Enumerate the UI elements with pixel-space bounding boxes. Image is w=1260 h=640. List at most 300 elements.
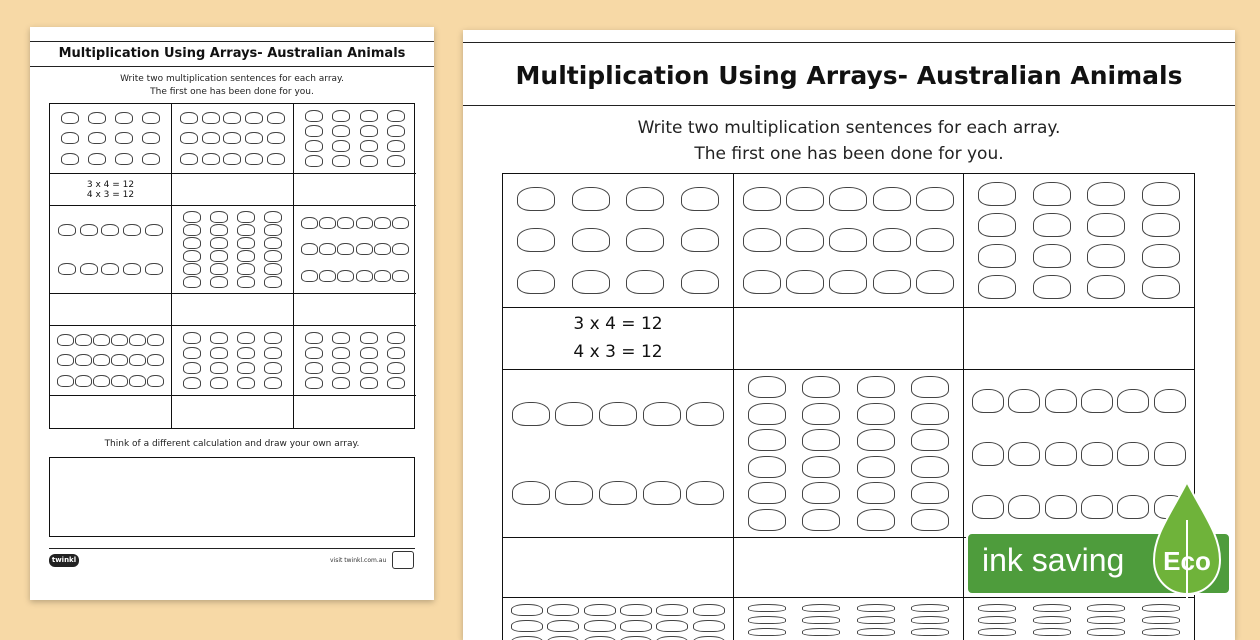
koala-icon [857, 456, 895, 478]
dingo-icon [115, 132, 133, 144]
koala-icon [857, 376, 895, 398]
eco-leaf-icon [1150, 480, 1224, 610]
emu-icon [111, 354, 128, 366]
koala-icon [911, 429, 949, 451]
cockatoo-icon [392, 243, 409, 255]
numbat-icon [387, 332, 405, 344]
kangaroo-icon [202, 112, 220, 124]
kangaroo-icon [743, 270, 781, 294]
koala-icon [802, 456, 840, 478]
koala-icon [237, 211, 255, 223]
answer-cell[interactable] [294, 174, 416, 206]
emu-icon [547, 604, 579, 616]
kangaroo-icon [873, 228, 911, 252]
emu-icon [693, 636, 725, 640]
cockatoo-icon [301, 243, 318, 255]
emu-icon [620, 604, 652, 616]
array-cell [734, 174, 964, 308]
twinkl-logo: twinkl [49, 554, 79, 567]
numbat-icon [305, 332, 323, 344]
cockatoo-icon [356, 243, 373, 255]
numbat-icon [332, 347, 350, 359]
ink-saving-label: ink saving [982, 542, 1125, 578]
platypus-icon [58, 263, 76, 275]
dingo-icon [517, 228, 555, 252]
echidna-icon [237, 377, 255, 389]
wombat-icon [305, 125, 323, 137]
answer-cell[interactable] [964, 308, 1194, 370]
wombat-icon [360, 140, 378, 152]
array-cell [503, 598, 734, 640]
kangaroo-icon [180, 112, 198, 124]
emu-icon [547, 636, 579, 640]
cockatoo-icon [1008, 389, 1040, 413]
instruction-line-1: Write two multiplication sentences for each array. [120, 74, 344, 84]
array-grid-thumbnail [49, 103, 415, 429]
answer-cell[interactable] [503, 538, 734, 598]
cockatoo-icon [356, 270, 373, 282]
numbat-icon [1033, 616, 1071, 624]
eco-label: Eco [1163, 546, 1211, 576]
array-cell [503, 174, 734, 308]
emu-icon [57, 354, 74, 366]
thumbnail-title: Multiplication Using Arrays- Australian Animals [58, 46, 406, 61]
echidna-icon [911, 604, 949, 612]
dingo-icon [61, 132, 79, 144]
array-cell [50, 326, 172, 396]
echidna-icon [237, 362, 255, 374]
emu-icon [620, 620, 652, 632]
platypus-icon [101, 263, 119, 275]
echidna-icon [857, 628, 895, 636]
kangaroo-icon [245, 112, 263, 124]
koala-icon [210, 276, 228, 288]
answer-line-2: 4 x 3 = 12 [86, 189, 135, 200]
wombat-icon [1033, 182, 1071, 206]
cockatoo-icon [301, 270, 318, 282]
kangaroo-icon [786, 228, 824, 252]
dingo-icon [626, 228, 664, 252]
numbat-icon [1033, 604, 1071, 612]
kangaroo-icon [786, 187, 824, 211]
answer-cell[interactable] [734, 538, 964, 598]
numbat-icon [387, 347, 405, 359]
cockatoo-icon [972, 442, 1004, 466]
cockatoo-icon [972, 495, 1004, 519]
numbat-icon [387, 377, 405, 389]
kangaroo-icon [245, 153, 263, 165]
wombat-icon [978, 244, 1016, 268]
koala-icon [210, 237, 228, 249]
numbat-icon [332, 362, 350, 374]
dingo-icon [626, 270, 664, 294]
cockatoo-icon [1008, 442, 1040, 466]
array-cell [734, 370, 964, 538]
wombat-icon [978, 275, 1016, 299]
koala-icon [183, 250, 201, 262]
platypus-icon [599, 402, 637, 426]
emu-icon [693, 604, 725, 616]
wombat-icon [1033, 244, 1071, 268]
kangaroo-icon [267, 153, 285, 165]
platypus-icon [58, 224, 76, 236]
koala-icon [237, 276, 255, 288]
array-cell [172, 326, 294, 396]
wombat-icon [1033, 213, 1071, 237]
wombat-icon [305, 155, 323, 167]
kangaroo-icon [786, 270, 824, 294]
echidna-icon [802, 616, 840, 624]
answer-cell[interactable] [172, 174, 294, 206]
dingo-icon [517, 270, 555, 294]
dingo-icon [572, 270, 610, 294]
cockatoo-icon [972, 389, 1004, 413]
answer-cell[interactable] [172, 396, 294, 428]
cockatoo-icon [1045, 495, 1077, 519]
cockatoo-icon [1008, 495, 1040, 519]
platypus-icon [101, 224, 119, 236]
numbat-icon [978, 616, 1016, 624]
wombat-icon [305, 140, 323, 152]
array-cell [294, 326, 416, 396]
cockatoo-icon [374, 270, 391, 282]
numbat-icon [360, 377, 378, 389]
platypus-icon [123, 224, 141, 236]
cockatoo-icon [319, 217, 336, 229]
wombat-icon [1142, 244, 1180, 268]
kangaroo-icon [180, 153, 198, 165]
platypus-icon [80, 263, 98, 275]
emu-icon [93, 375, 110, 387]
numbat-icon [305, 362, 323, 374]
array-cell [503, 370, 734, 538]
emu-icon [147, 334, 164, 346]
wombat-icon [1087, 244, 1125, 268]
koala-icon [748, 456, 786, 478]
koala-icon [237, 263, 255, 275]
dingo-icon [115, 153, 133, 165]
cockatoo-icon [356, 217, 373, 229]
wombat-icon [360, 110, 378, 122]
dingo-icon [61, 153, 79, 165]
cockatoo-icon [1154, 389, 1186, 413]
numbat-icon [1142, 616, 1180, 624]
echidna-icon [183, 347, 201, 359]
array-cell [964, 174, 1194, 308]
echidna-icon [748, 616, 786, 624]
echidna-icon [911, 628, 949, 636]
platypus-icon [686, 402, 724, 426]
koala-icon [183, 276, 201, 288]
echidna-icon [237, 347, 255, 359]
koala-icon [237, 237, 255, 249]
cockatoo-icon [1117, 442, 1149, 466]
platypus-icon [555, 402, 593, 426]
kangaroo-icon [223, 153, 241, 165]
wombat-icon [387, 125, 405, 137]
platypus-icon [512, 402, 550, 426]
title-rule-top [463, 42, 1235, 43]
dingo-icon [681, 270, 719, 294]
platypus-icon [643, 402, 681, 426]
wombat-icon [1087, 182, 1125, 206]
array-cell [172, 104, 294, 174]
kangaroo-icon [829, 270, 867, 294]
draw-prompt: Think of a different calculation and draw your own array. [104, 439, 360, 449]
echidna-icon [210, 332, 228, 344]
title-rule-top [30, 41, 434, 42]
cockatoo-icon [374, 243, 391, 255]
cockatoo-icon [337, 243, 354, 255]
koala-icon [210, 250, 228, 262]
koala-icon [911, 509, 949, 531]
emu-icon [656, 620, 688, 632]
wombat-icon [1142, 275, 1180, 299]
cockatoo-icon [1045, 442, 1077, 466]
emu-icon [111, 375, 128, 387]
koala-icon [183, 237, 201, 249]
emu-icon [93, 334, 110, 346]
kangaroo-icon [223, 132, 241, 144]
koala-icon [857, 482, 895, 504]
koala-icon [210, 224, 228, 236]
emu-icon [511, 620, 543, 632]
koala-icon [911, 403, 949, 425]
echidna-icon [264, 362, 282, 374]
kangaroo-icon [873, 187, 911, 211]
answer-cell-example [50, 174, 172, 206]
wombat-icon [1142, 213, 1180, 237]
array-cell [294, 206, 416, 294]
kangaroo-icon [743, 228, 781, 252]
wombat-icon [332, 125, 350, 137]
koala-icon [237, 224, 255, 236]
quality-stamp-icon [392, 551, 414, 569]
dingo-icon [115, 112, 133, 124]
koala-icon [264, 263, 282, 275]
platypus-icon [80, 224, 98, 236]
emu-icon [511, 636, 543, 640]
emu-icon [620, 636, 652, 640]
emu-icon [511, 604, 543, 616]
platypus-icon [643, 481, 681, 505]
numbat-icon [332, 332, 350, 344]
kangaroo-icon [916, 187, 954, 211]
echidna-icon [210, 347, 228, 359]
answer-cell[interactable] [294, 396, 416, 428]
kangaroo-icon [916, 228, 954, 252]
kangaroo-icon [202, 153, 220, 165]
array-cell [294, 104, 416, 174]
dingo-icon [88, 153, 106, 165]
echidna-icon [802, 628, 840, 636]
koala-icon [748, 376, 786, 398]
wombat-icon [360, 125, 378, 137]
kangaroo-icon [202, 132, 220, 144]
emu-icon [75, 375, 92, 387]
emu-icon [584, 620, 616, 632]
emu-icon [547, 620, 579, 632]
koala-icon [264, 224, 282, 236]
cockatoo-icon [1117, 495, 1149, 519]
cockatoo-icon [1081, 389, 1113, 413]
koala-icon [183, 263, 201, 275]
koala-icon [857, 509, 895, 531]
koala-icon [210, 263, 228, 275]
kangaroo-icon [743, 187, 781, 211]
emu-icon [656, 604, 688, 616]
emu-icon [111, 334, 128, 346]
platypus-icon [512, 481, 550, 505]
footer-rule [49, 548, 415, 549]
thumbnail-instructions [30, 73, 434, 99]
wombat-icon [1087, 275, 1125, 299]
cockatoo-icon [1081, 495, 1113, 519]
wombat-icon [1087, 213, 1125, 237]
instruction-line-2: The first one has been done for you. [150, 87, 314, 98]
cockatoo-icon [392, 217, 409, 229]
emu-icon [75, 354, 92, 366]
numbat-icon [305, 377, 323, 389]
emu-icon [147, 354, 164, 366]
kangaroo-icon [829, 187, 867, 211]
wombat-icon [387, 110, 405, 122]
wombat-icon [387, 155, 405, 167]
wombat-icon [332, 110, 350, 122]
answer-cell[interactable] [294, 294, 416, 326]
numbat-icon [1087, 628, 1125, 636]
echidna-icon [911, 616, 949, 624]
echidna-icon [857, 616, 895, 624]
koala-icon [802, 482, 840, 504]
platypus-icon [599, 481, 637, 505]
emu-icon [693, 620, 725, 632]
cockatoo-icon [392, 270, 409, 282]
echidna-icon [802, 604, 840, 612]
numbat-icon [305, 347, 323, 359]
cockatoo-icon [337, 217, 354, 229]
echidna-icon [183, 362, 201, 374]
dingo-icon [626, 187, 664, 211]
cockatoo-icon [1117, 389, 1149, 413]
platypus-icon [145, 224, 163, 236]
echidna-icon [264, 347, 282, 359]
dingo-icon [61, 112, 79, 124]
dingo-icon [572, 187, 610, 211]
koala-icon [264, 211, 282, 223]
answer-cell[interactable] [734, 308, 964, 370]
wombat-icon [1033, 275, 1071, 299]
kangaroo-icon [829, 228, 867, 252]
koala-icon [748, 482, 786, 504]
echidna-icon [748, 604, 786, 612]
kangaroo-icon [245, 132, 263, 144]
koala-icon [237, 250, 255, 262]
wombat-icon [387, 140, 405, 152]
dingo-icon [88, 132, 106, 144]
koala-icon [183, 224, 201, 236]
emu-icon [147, 375, 164, 387]
answer-cell[interactable] [172, 294, 294, 326]
numbat-icon [1087, 604, 1125, 612]
echidna-icon [210, 362, 228, 374]
koala-icon [857, 429, 895, 451]
cockatoo-icon [1154, 442, 1186, 466]
wombat-icon [332, 140, 350, 152]
cockatoo-icon [301, 217, 318, 229]
kangaroo-icon [223, 112, 241, 124]
footer-url: visit twinkl.com.au [330, 557, 387, 564]
draw-box[interactable] [49, 457, 415, 537]
platypus-icon [123, 263, 141, 275]
array-cell [50, 206, 172, 294]
kangaroo-icon [180, 132, 198, 144]
numbat-icon [1033, 628, 1071, 636]
emu-icon [584, 636, 616, 640]
echidna-icon [748, 628, 786, 636]
koala-icon [748, 429, 786, 451]
answer-line-1: 3 x 4 = 12 [86, 179, 135, 190]
koala-icon [264, 237, 282, 249]
emu-icon [57, 334, 74, 346]
emu-icon [129, 375, 146, 387]
numbat-icon [360, 362, 378, 374]
koala-icon [802, 376, 840, 398]
emu-icon [656, 636, 688, 640]
koala-icon [210, 211, 228, 223]
dingo-icon [681, 228, 719, 252]
numbat-icon [978, 628, 1016, 636]
echidna-icon [183, 377, 201, 389]
platypus-icon [145, 263, 163, 275]
numbat-icon [360, 332, 378, 344]
answer-line-1: 3 x 4 = 12 [573, 314, 663, 335]
array-cell [50, 104, 172, 174]
cockatoo-icon [1045, 389, 1077, 413]
numbat-icon [387, 362, 405, 374]
cockatoo-icon [337, 270, 354, 282]
dingo-icon [142, 112, 160, 124]
page-title: Multiplication Using Arrays- Australian Animals [515, 61, 1183, 90]
dingo-icon [572, 228, 610, 252]
wombat-icon [978, 213, 1016, 237]
echidna-icon [183, 332, 201, 344]
koala-icon [911, 482, 949, 504]
title-rule-bottom [463, 105, 1235, 106]
wombat-icon [305, 110, 323, 122]
koala-icon [264, 250, 282, 262]
koala-icon [911, 456, 949, 478]
kangaroo-icon [873, 270, 911, 294]
answer-cell[interactable] [50, 294, 172, 326]
cockatoo-icon [1081, 442, 1113, 466]
emu-icon [75, 334, 92, 346]
kangaroo-icon [916, 270, 954, 294]
echidna-icon [264, 377, 282, 389]
dingo-icon [142, 132, 160, 144]
answer-cell[interactable] [50, 396, 172, 428]
numbat-icon [360, 347, 378, 359]
echidna-icon [237, 332, 255, 344]
koala-icon [264, 276, 282, 288]
koala-icon [802, 403, 840, 425]
platypus-icon [555, 481, 593, 505]
numbat-icon [1087, 616, 1125, 624]
koala-icon [183, 211, 201, 223]
echidna-icon [264, 332, 282, 344]
cockatoo-icon [374, 217, 391, 229]
worksheet-thumbnail [30, 27, 434, 600]
